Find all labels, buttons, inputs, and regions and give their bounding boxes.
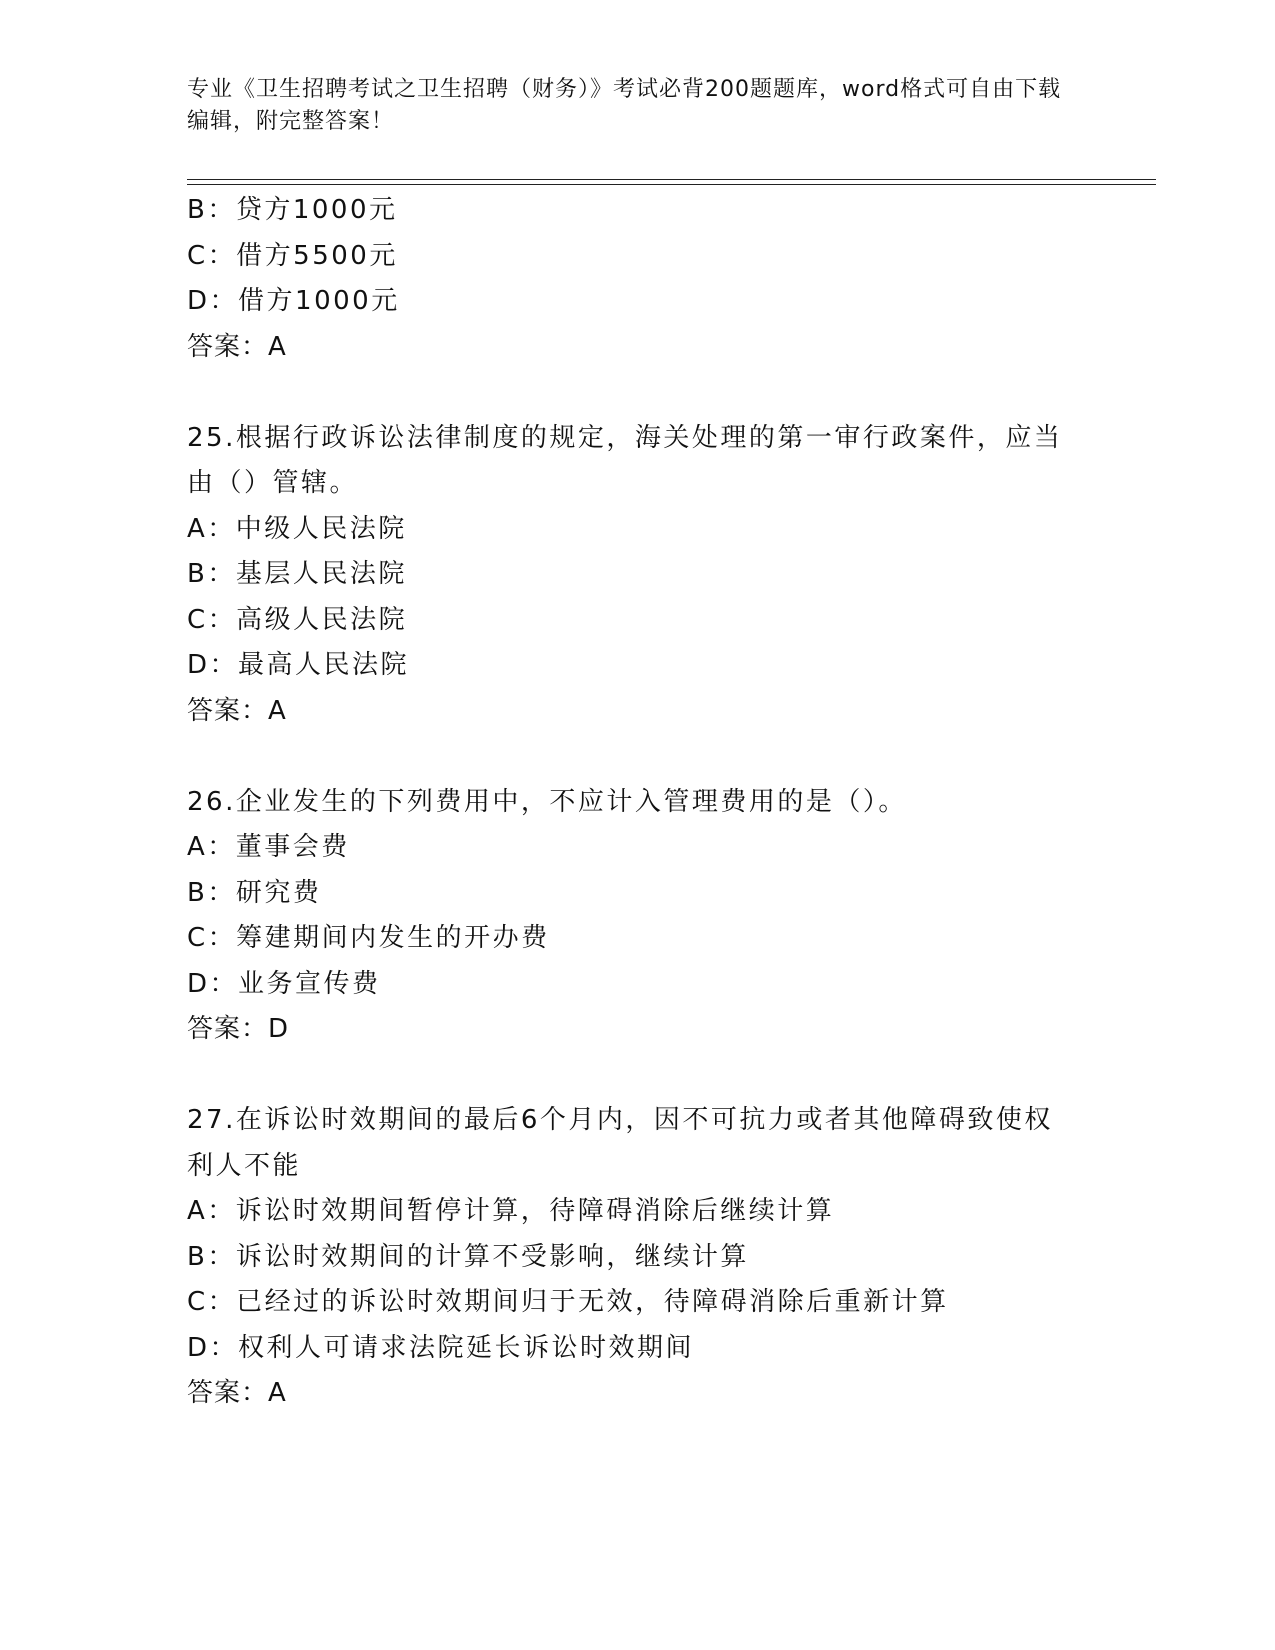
option-d: D：最高人民法院: [187, 650, 410, 680]
option-b: B：研究费: [187, 877, 322, 908]
option-c: C：筹建期间内发生的开办费: [187, 923, 550, 953]
question-stem: 27.在诉讼时效期间的最后6个月内，因不可抗力或者其他障碍致使权利人不能: [187, 1105, 1053, 1181]
option-a: A：诉讼时效期间暂停计算，待障碍消除后继续计算: [187, 1196, 835, 1226]
answer-line: 答案：A: [187, 331, 287, 362]
question-stem: 25.根据行政诉讼法律制度的规定，海关处理的第一审行政案件，应当由（）管辖。: [187, 422, 1063, 498]
header-divider-bottom: [187, 184, 1156, 185]
option-c: C：借方5500元: [187, 240, 398, 271]
question-stem: 26.企业发生的下列费用中，不应计入管理费用的是（）。: [187, 786, 907, 817]
option-c: C：已经过的诉讼时效期间归于无效，待障碍消除后重新计算: [187, 1287, 949, 1317]
option-d: D：权利人可请求法院延长诉讼时效期间: [187, 1332, 695, 1363]
option-b: B：基层人民法院: [187, 559, 407, 589]
question-block: [187, 780, 1087, 1053]
question-block: [187, 188, 1087, 370]
option-b: B：贷方1000元: [187, 195, 398, 225]
answer-line: 答案：A: [187, 1378, 287, 1408]
document-header: 专业《卫生招聘考试之卫生招聘（财务）》考试必背200题题库，word格式可自由下载编辑，附完整答案！: [187, 77, 1062, 134]
option-a: A：中级人民法院: [187, 513, 407, 544]
answer-line: 答案：A: [187, 695, 287, 726]
spacer: [187, 370, 1087, 416]
header-divider-top: [187, 179, 1156, 180]
question-block: [187, 416, 1087, 735]
question-block: [187, 1098, 1087, 1417]
option-a: A：董事会费: [187, 832, 350, 862]
option-d: D：借方1000元: [187, 286, 400, 316]
option-b: B：诉讼时效期间的计算不受影响，继续计算: [187, 1241, 749, 1272]
question-list: [187, 188, 1087, 1417]
spacer: [187, 1053, 1087, 1099]
option-c: C：高级人民法院: [187, 604, 408, 635]
spacer: [187, 734, 1087, 780]
answer-line: 答案：D: [187, 1014, 290, 1044]
option-d: D：业务宣传费: [187, 968, 381, 999]
